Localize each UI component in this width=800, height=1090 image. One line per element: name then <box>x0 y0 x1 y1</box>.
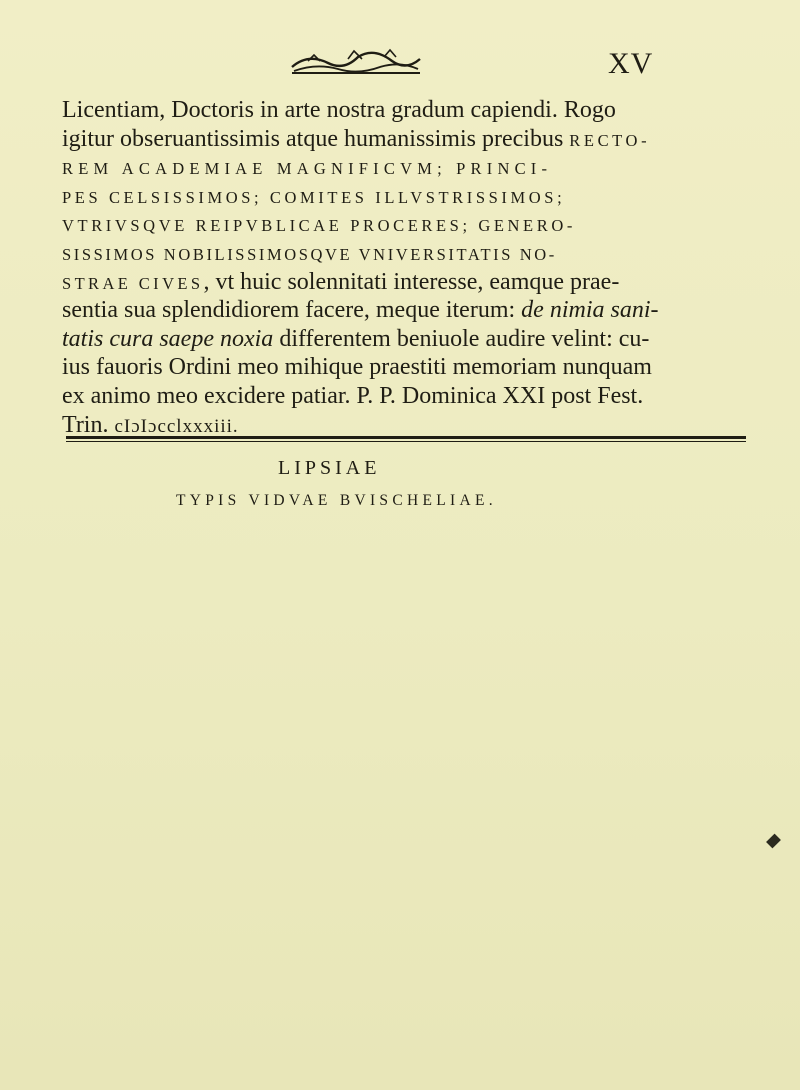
text-line-3: REM ACADEMIAE MAGNIFICVM; PRINCI- <box>62 159 553 179</box>
printers-ornament-icon <box>288 47 424 77</box>
double-rule-divider <box>66 436 746 442</box>
text-line-5: VTRIVSQVE REIPVBLICAE PROCERES; GENERO- <box>62 216 576 236</box>
text-line-12: Trin. cIɔIɔcclxxxiii. <box>62 411 239 438</box>
body-text <box>62 96 748 439</box>
text-line-7: STRAE CIVES, vt huic solennitati interesse, eamque prae- <box>62 268 620 295</box>
imprint-printer: TYPIS VIDVAE BVISCHELIAE. <box>176 492 497 509</box>
page-number: XV <box>608 47 654 80</box>
text-line-8: sentia sua splendidiorem facere, meque iterum: de nimia sani- <box>62 297 659 324</box>
imprint-place: LIPSIAE <box>278 457 381 479</box>
text-line-11: ex animo meo excidere patiar. P. P. Dominica XXI post Fest. <box>62 382 644 409</box>
ink-mark-icon <box>766 834 781 849</box>
text-line-4: PES CELSISSIMOS; COMITES ILLVSTRISSIMOS; <box>62 187 566 207</box>
text-line-10: ius fauoris Ordini meo mihique praestiti memoriam nunquam <box>62 354 652 381</box>
text-line-1: Licentiam, Doctoris in arte nostra gradum capiendi. Rogo <box>62 97 616 123</box>
text-line-9: tatis cura saepe noxia differentem beniuole audire velint: cu- <box>62 325 650 352</box>
text-line-2: igitur obseruantissimis atque humanissimis precibus RECTO- <box>62 125 651 152</box>
text-line-6: SISSIMOS NOBILISSIMOSQVE VNIVERSITATIS NO- <box>62 244 557 264</box>
